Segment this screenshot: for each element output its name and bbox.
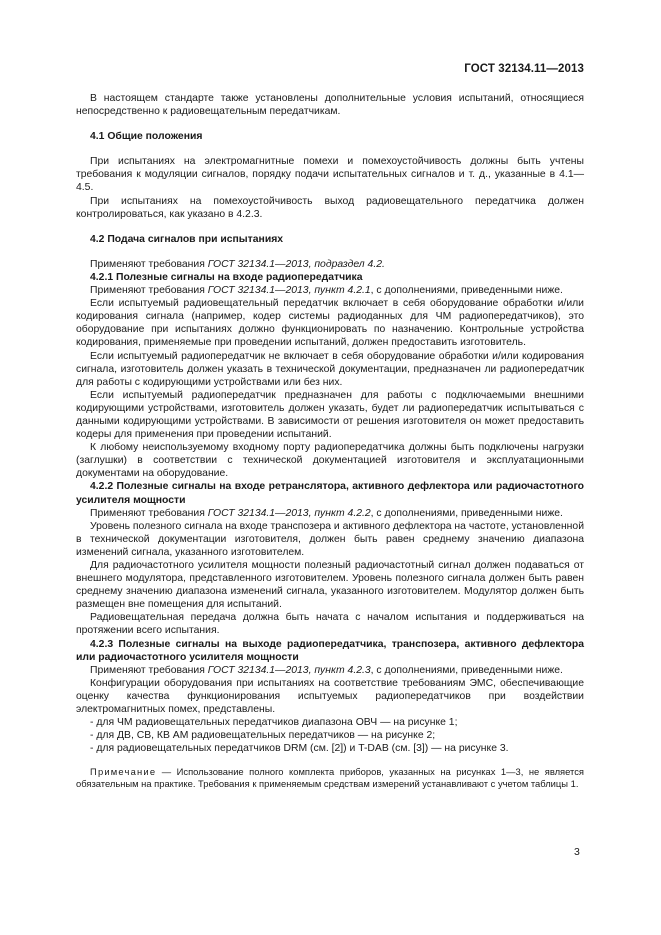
section-4-2-1-paragraph-2: Если испытуемый радиопередатчик не включает в себя оборудование обработки и/или кодирования сигнала, изготовитель должен указать в технической документации, предназначен ли радиопередатчик для работы с кодирующими устройствами или без них. xyxy=(76,350,584,388)
intro-paragraph: В настоящем стандарте также установлены дополнительные условия испытаний, относящиеся непосредственно к радиовещательным передатчикам. xyxy=(76,93,584,118)
list-item: - для ЧМ радиовещательных передатчиков диапазона ОВЧ — на рисунке 1; xyxy=(90,717,458,729)
list-item: - для радиовещательных передатчиков DRM (см. [2]) и T-DAB (см. [3]) — на рисунке 3. xyxy=(90,743,509,755)
note-label: Примечание xyxy=(90,766,157,778)
section-4-2-1-title: 4.2.1 Полезные сигналы на входе радиопередатчика xyxy=(90,271,363,283)
page-number: 3 xyxy=(574,846,580,858)
section-4-1-paragraph-1: При испытаниях на электромагнитные помехи и помехоустойчивость должны быть учтены требования к модуляции сигналов, порядку подачи испытательных сигналов и т. д., указанные в 4.1—4.5. xyxy=(76,156,584,194)
section-4-2-title: 4.2 Подача сигналов при испытаниях xyxy=(90,233,284,245)
section-4-2-2-paragraph-3: Радиовещательная передача должна быть начата с началом испытания и поддерживаться на протяжении всего испытания. xyxy=(76,612,584,637)
section-4-2-2-paragraph-2: Для радиочастотного усилителя мощности полезный радиочастотный сигнал должен подаваться от внешнего модулятора, представленного изготовителем. Уровень полезного сигнала должен быть равен среднему значению диапазона изменений сигнала, указанного изготовителем. Модулятор должен быть размещен вне помещения для испытаний. xyxy=(76,560,584,611)
standard-reference: ГОСТ 32134.1—2013, пункт 4.2.3 xyxy=(207,664,371,676)
section-4-2-3-paragraph-1: Конфигурации оборудования при испытаниях на соответствие требованиям ЭМС, обеспечивающие оценку качества функционирования испытуемых радиопередатчиков при воздействии электромагнитных помех, представлены. xyxy=(76,677,584,716)
figure-list xyxy=(76,716,584,755)
note xyxy=(76,766,584,790)
section-4-2-2-requirement: Применяют требования ГОСТ 32134.1—2013, пункт 4.2.2, с дополнениями, приведенными ниже. xyxy=(90,507,563,519)
standard-reference: ГОСТ 32134.1—2013, подраздел 4.2. xyxy=(207,258,385,270)
note-text: — Использование полного комплекта приборов, указанных на рисунках 1—3, не является обязательным на практике. Требования к применяемым средствам измерений устанавливают с учетом таблицы 1. xyxy=(76,766,584,790)
document-code: ГОСТ 32134.11—2013 xyxy=(464,63,584,75)
section-4-2-3-title: 4.2.3 Полезные сигналы на выходе радиопередатчика, транспозера, активного дефлектора или радиочастотного усилителя мощности xyxy=(76,638,584,663)
document-body xyxy=(76,92,584,790)
standard-reference: ГОСТ 32134.1—2013, пункт 4.2.2 xyxy=(207,507,371,519)
standard-reference: ГОСТ 32134.1—2013, пункт 4.2.1 xyxy=(207,285,371,297)
section-4-2-2-paragraph-1: Уровень полезного сигнала на входе транспозера и активного дефлектора на частоте, установленной в технической документации изготовителя, должен быть равен среднему значению диапазона изменений сигнала, указанного изготовителем. xyxy=(76,520,584,558)
section-4-1-title: 4.1 Общие положения xyxy=(90,131,203,143)
section-4-2-1-requirement: Применяют требования ГОСТ 32134.1—2013, пункт 4.2.1, с дополнениями, приведенными ниже. xyxy=(90,285,563,297)
list-item: - для ДВ, СВ, КВ АМ радиовещательных передатчиков — на рисунке 2; xyxy=(90,730,436,742)
section-4-1-paragraph-2: При испытаниях на помехоустойчивость выход радиовещательного передатчика должен контролироваться, как указано в 4.2.3. xyxy=(76,195,584,220)
section-4-2-1-paragraph-4: К любому неиспользуемому входному порту радиопередатчика должны быть подключены нагрузки (заглушки) в соответствии с технической документацией изготовителя и эксплуатационными документами на оборудование. xyxy=(76,442,584,480)
section-4-2-3-requirement: Применяют требования ГОСТ 32134.1—2013, пункт 4.2.3, с дополнениями, приведенными ниже. xyxy=(90,664,563,676)
section-4-2-1-paragraph-3: Если испытуемый радиопередатчик предназначен для работы с подключаемыми внешними кодирующими устройствами, изготовитель должен указать, будет ли радиопередатчик испытываться с данными кодирующими устройствами. В зависимости от решения изготовителя он может предоставить кодеры для применения при проведении испытаний. xyxy=(76,389,584,441)
section-4-2-2-title: 4.2.2 Полезные сигналы на входе ретранслятора, активного дефлектора или радиочастотного усилителя мощности xyxy=(76,481,584,506)
section-4-2-1-paragraph-1: Если испытуемый радиовещательный передатчик включает в себя оборудование обработки и/или кодирования сигнала (например, кодер системы радиоданных для ЧМ радиопередатчиков), это оборудование при испытаниях должно функционировать по назначению. Контрольные устройства кодирования, применяемые при проведении испытаний, должен предоставить изготовитель. xyxy=(76,298,584,349)
section-4-2-requirement: Применяют требования ГОСТ 32134.1—2013, подраздел 4.2. xyxy=(90,258,385,270)
